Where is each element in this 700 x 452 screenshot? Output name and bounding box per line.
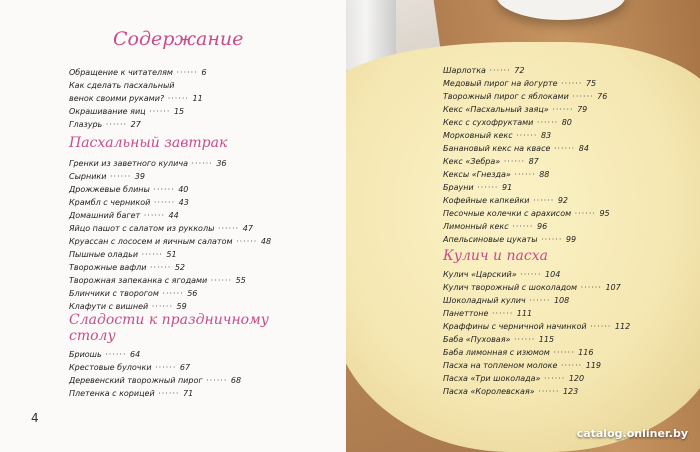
toc-entry-page: 51 xyxy=(166,250,177,259)
sweets-list xyxy=(69,348,241,400)
leader-dots: ······ xyxy=(164,94,193,103)
toc-entry-title: Морковный кекс xyxy=(443,131,513,140)
toc-entry-title: Блинчики с творогом xyxy=(69,289,159,298)
section-title-sweets: Сладости к праздничному столу xyxy=(69,312,269,344)
toc-entry xyxy=(443,194,610,207)
toc-entry-page: 83 xyxy=(540,131,552,140)
leader-dots: ······ xyxy=(158,289,188,298)
toc-entry-page: 120 xyxy=(568,374,585,383)
leader-dots: ······ xyxy=(533,118,562,127)
toc-entry xyxy=(443,181,610,194)
toc-entry xyxy=(69,348,241,361)
leader-dots: ······ xyxy=(568,92,598,101)
toc-entry-title: Сырники xyxy=(69,172,107,181)
leader-dots: ······ xyxy=(151,363,180,372)
toc-entry xyxy=(69,66,206,79)
toc-entry xyxy=(69,196,271,209)
toc-entry-title: Шарлотка xyxy=(443,66,486,75)
leader-dots: ······ xyxy=(508,222,537,231)
toc-entry xyxy=(443,116,610,129)
toc-entry-title: Шоколадный кулич xyxy=(443,296,526,305)
toc-entry xyxy=(69,183,271,196)
leader-dots: ······ xyxy=(488,309,517,318)
breakfast-list xyxy=(69,157,271,313)
leader-dots: ······ xyxy=(146,263,175,272)
toc-entry-title: Творожная запеканка с ягодами xyxy=(69,276,208,285)
toc-entry xyxy=(69,274,271,287)
toc-entry xyxy=(443,220,610,233)
leader-dots: ······ xyxy=(510,335,539,344)
toc-entry-page: 96 xyxy=(537,222,548,231)
leader-dots: ······ xyxy=(529,196,558,205)
toc-entry-title: Крамбл с черникой xyxy=(69,198,151,207)
toc-entry-page: 27 xyxy=(130,120,141,129)
toc-entry-title: Пасха «Три шоколада» xyxy=(443,374,541,383)
leader-dots: ······ xyxy=(138,250,167,259)
toc-entry-page: 79 xyxy=(577,105,588,114)
toc-entry-page: 68 xyxy=(230,376,242,385)
toc-entry-title: Творожные вафли xyxy=(69,263,147,272)
toc-entry-page: 56 xyxy=(187,289,198,298)
toc-entry-title: Деревенский творожный пирог xyxy=(69,376,203,385)
toc-entry-title: Дрожжевые блины xyxy=(69,185,150,194)
toc-entry-title: Краффины с черничной начинкой xyxy=(443,322,587,331)
leader-dots: ······ xyxy=(586,322,615,331)
toc-entry xyxy=(69,248,271,261)
toc-entry-title: Пасха «Королевская» xyxy=(443,387,535,396)
intro-list xyxy=(69,66,206,131)
toc-entry xyxy=(443,233,610,246)
toc-entry-title: Плетенка с корицей xyxy=(69,389,155,398)
leader-dots: ······ xyxy=(525,296,554,305)
toc-entry-title: Песочные колечки с арахисом xyxy=(443,209,572,218)
leader-dots: ······ xyxy=(187,159,217,168)
toc-entry xyxy=(443,307,630,320)
toc-entry-title: Круассан с лососем и яичным салатом xyxy=(69,237,233,246)
toc-entry-title: Глазурь xyxy=(69,120,103,129)
toc-entry-page: 43 xyxy=(178,198,189,207)
toc-entry xyxy=(69,287,271,300)
leader-dots: ······ xyxy=(145,107,174,116)
toc-entry-page: 75 xyxy=(585,79,597,88)
toc-entry-title: Пасха на топленом молоке xyxy=(443,361,558,370)
toc-entry xyxy=(443,168,610,181)
toc-entry-title: Гренки из заветного кулича xyxy=(69,159,188,168)
toc-entry-title: Творожный пирог с яблоками xyxy=(443,92,569,101)
toc-entry xyxy=(69,261,271,274)
toc-entry xyxy=(443,372,630,385)
toc-entry-page: 115 xyxy=(538,335,555,344)
toc-entry-title: Кексы «Гнезда» xyxy=(443,170,511,179)
left-page xyxy=(0,0,346,452)
leader-dots: ······ xyxy=(516,270,546,279)
leader-dots: ······ xyxy=(557,361,586,370)
toc-entry xyxy=(443,333,630,346)
toc-entry-page: 92 xyxy=(557,196,569,205)
toc-entry-page: 52 xyxy=(174,263,185,272)
toc-entry xyxy=(443,385,630,398)
toc-entry xyxy=(443,320,630,333)
toc-entry-title: Кекс «Зебра» xyxy=(443,157,501,166)
toc-entry xyxy=(69,92,206,105)
toc-entry xyxy=(69,170,271,183)
leader-dots: ······ xyxy=(534,387,563,396)
leader-dots: ······ xyxy=(571,209,600,218)
toc-entry xyxy=(69,157,271,170)
toc-entry-page: 95 xyxy=(599,209,610,218)
kulich-list xyxy=(443,268,630,398)
leader-dots: ······ xyxy=(537,235,566,244)
toc-entry xyxy=(69,361,241,374)
toc-entry xyxy=(443,90,610,103)
toc-entry xyxy=(443,268,630,281)
right-page xyxy=(346,0,700,452)
page-number: 4 xyxy=(31,411,39,425)
leader-dots: ······ xyxy=(577,283,606,292)
leader-dots: ······ xyxy=(232,237,261,246)
toc-entry-title: Крестовые булочки xyxy=(69,363,152,372)
toc-entry-title: Пышные оладьи xyxy=(69,250,139,259)
toc-entry-page: 55 xyxy=(235,276,246,285)
toc-entry-page: 67 xyxy=(179,363,191,372)
toc-entry xyxy=(443,359,630,372)
toc-entry xyxy=(443,77,610,90)
toc-entry xyxy=(443,129,610,142)
toc-entry xyxy=(443,64,610,77)
toc-entry-title: Домашний багет xyxy=(69,211,141,220)
toc-entry-title: Лимонный кекс xyxy=(443,222,509,231)
leader-dots: ······ xyxy=(485,66,515,75)
toc-entry-title: Баба «Пуховая» xyxy=(443,335,511,344)
leader-dots: ······ xyxy=(202,376,231,385)
toc-entry-page: 39 xyxy=(134,172,145,181)
toc-entry-title: Брауни xyxy=(443,183,474,192)
leader-dots: ······ xyxy=(214,224,243,233)
toc-entry-title: Кекс «Пасхальный заяц» xyxy=(443,105,549,114)
toc-entry-title: Бриошь xyxy=(69,350,102,359)
leader-dots: ······ xyxy=(140,211,169,220)
toc-entry xyxy=(443,155,610,168)
toc-entry-page: 6 xyxy=(201,68,207,77)
toc-entry-page: 15 xyxy=(173,107,185,116)
leader-dots: ······ xyxy=(172,68,202,77)
toc-entry xyxy=(69,235,271,248)
toc-entry-page: 76 xyxy=(597,92,608,101)
leader-dots: ······ xyxy=(500,157,529,166)
toc-entry-page: 44 xyxy=(168,211,179,220)
toc-entry-page: 59 xyxy=(176,302,187,311)
toc-entry-page: 116 xyxy=(578,348,594,357)
leader-dots: ······ xyxy=(550,144,579,153)
toc-entry-page: 64 xyxy=(130,350,141,359)
toc-entry-title: Банановый кекс на квасе xyxy=(443,144,551,153)
toc-entry-page: 80 xyxy=(561,118,572,127)
toc-entry-page: 91 xyxy=(501,183,513,192)
toc-entry xyxy=(69,105,206,118)
toc-entry-title: венок своими руками? xyxy=(69,94,165,103)
toc-entry-title: Клафути с вишней xyxy=(69,302,149,311)
toc-entry-title: Яйцо пашот с салатом из рукколы xyxy=(69,224,215,233)
toc-entry-title: Как сделать пасхальный xyxy=(69,81,175,90)
toc-entry-page: 108 xyxy=(553,296,570,305)
toc-entry-page: 112 xyxy=(614,322,631,331)
toc-entry-page: 111 xyxy=(516,309,533,318)
toc-entry-page: 107 xyxy=(605,283,621,292)
toc-entry xyxy=(69,79,206,92)
toc-entry-title: Панеттоне xyxy=(443,309,489,318)
leader-dots: ······ xyxy=(154,389,183,398)
toc-entry xyxy=(443,142,610,155)
toc-entry-page: 47 xyxy=(242,224,253,233)
leader-dots: ······ xyxy=(149,185,179,194)
leader-dots: ······ xyxy=(473,183,502,192)
toc-entry-page: 99 xyxy=(565,235,577,244)
toc-entry-page: 40 xyxy=(178,185,189,194)
toc-entry-page: 84 xyxy=(578,144,589,153)
toc-entry-page: 71 xyxy=(183,389,194,398)
toc-entry xyxy=(69,222,271,235)
toc-entry-page: 123 xyxy=(562,387,579,396)
toc-entry xyxy=(443,346,630,359)
toc-entry-page: 72 xyxy=(514,66,525,75)
toc-entry-page: 87 xyxy=(528,157,539,166)
leader-dots: ······ xyxy=(101,350,131,359)
toc-entry-title: Окрашивание яиц xyxy=(69,107,146,116)
leader-dots: ······ xyxy=(540,374,569,383)
toc-entry xyxy=(443,294,630,307)
toc-entry-title: Обращение к читателям xyxy=(69,68,173,77)
section-title-breakfast: Пасхальный завтрак xyxy=(69,135,228,151)
toc-entry-page: 11 xyxy=(192,94,203,103)
toc-entry xyxy=(443,281,630,294)
leader-dots: ······ xyxy=(548,105,578,114)
leader-dots: ······ xyxy=(207,276,236,285)
contents-title: Содержание xyxy=(113,28,244,50)
leader-dots: ······ xyxy=(148,302,177,311)
toc-entry-title: Кекс с сухофруктами xyxy=(443,118,534,127)
toc-entry xyxy=(69,209,271,222)
toc-entry xyxy=(69,118,206,131)
toc-entry-title: Кулич «Царский» xyxy=(443,270,517,279)
leader-dots: ······ xyxy=(510,170,540,179)
toc-entry-title: Баба лимонная с изюмом xyxy=(443,348,550,357)
toc-entry xyxy=(69,387,241,400)
toc-entry-title: Медовый пирог на йогурте xyxy=(443,79,558,88)
toc-entry-title: Кулич творожный с шоколадом xyxy=(443,283,578,292)
toc-entry-page: 36 xyxy=(216,159,227,168)
toc-entry xyxy=(443,207,610,220)
leader-dots: ······ xyxy=(150,198,179,207)
leader-dots: ······ xyxy=(549,348,579,357)
toc-entry-page: 119 xyxy=(585,361,602,370)
toc-entry-page: 48 xyxy=(260,237,272,246)
sweets-continued-list xyxy=(443,64,610,246)
toc-entry-page: 88 xyxy=(539,170,550,179)
toc-entry-title: Кофейные капкейки xyxy=(443,196,530,205)
toc-entry-page: 104 xyxy=(545,270,561,279)
toc-entry xyxy=(69,374,241,387)
leader-dots: ······ xyxy=(106,172,135,181)
section-title-kulich: Кулич и пасха xyxy=(443,248,548,264)
toc-entry xyxy=(443,103,610,116)
leader-dots: ······ xyxy=(557,79,586,88)
leader-dots: ······ xyxy=(102,120,131,129)
watermark: catalog.onliner.by xyxy=(576,427,688,440)
toc-entry-title: Апельсиновые цукаты xyxy=(443,235,538,244)
leader-dots: ······ xyxy=(512,131,541,140)
